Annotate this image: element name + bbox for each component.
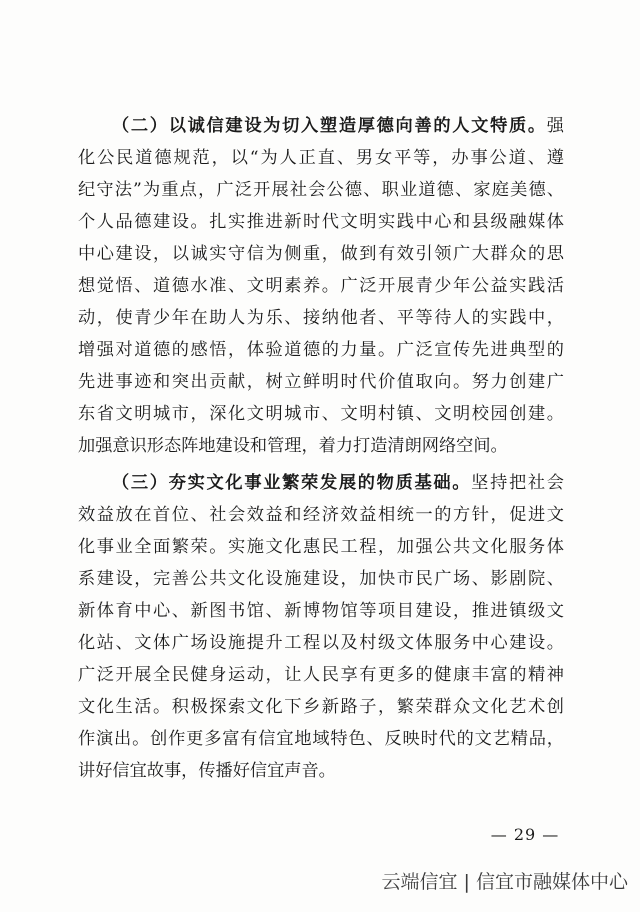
section-3-line-9: 讲好信宜故事，传播好信宜声音。	[78, 761, 336, 781]
section-3-line-8: 作演出。创作更多富有信宜地域特色、反映时代的文艺精品，	[78, 729, 564, 749]
section-2-line-4: 中心建设，以诚实守信为侧重，做到有效引领广大群众的思	[78, 244, 564, 264]
section-2-line-5: 想觉悟、道德水准、文明素养。广泛开展青少年公益实践活	[78, 276, 564, 296]
section-2-line-1: 化公民道德规范，以“为人正直、男女平等，办事公道、遵	[78, 148, 564, 168]
section-2-line-3: 个人品德建设。扎实推进新时代文明实践中心和县级融媒体	[78, 212, 564, 232]
section-3-line-3: 系建设，完善公共文化设施建设，加快市民广场、影剧院、	[78, 569, 564, 589]
section-3-line-1: 效益放在首位、社会效益和经济效益相统一的方针，促进文	[78, 505, 564, 525]
section-2-line-2: 纪守法”为重点，广泛开展社会公德、职业道德、家庭美德、	[78, 180, 564, 200]
section-3-line-6: 广泛开展全民健身运动，让人民享有更多的健康丰富的精神	[78, 665, 564, 685]
section-2-line-7: 增强对道德的感悟，体验道德的力量。广泛宣传先进典型的	[78, 340, 564, 360]
section-3-line-4: 新体育中心、新图书馆、新博物馆等项目建设，推进镇级文	[78, 601, 564, 621]
section-3-line-5: 化站、文体广场设施提升工程以及村级文体服务中心建设。	[78, 633, 564, 653]
section-2-first-line	[78, 110, 564, 142]
section-3-line-0: 坚持把社会	[471, 473, 564, 493]
section-2-heading: （二）以诚信建设为切入塑造厚德向善的人文特质。	[112, 116, 547, 136]
section-3-paragraph	[78, 467, 564, 787]
section-2-line-9: 东省文明城市，深化文明城市、文明村镇、文明校园创建。	[78, 404, 564, 424]
page-number: — 29 —	[490, 825, 560, 844]
section-3-line-2: 化事业全面繁荣。实施文化惠民工程，加强公共文化服务体	[78, 537, 564, 557]
section-3-first-line	[78, 467, 564, 499]
section-2-line-8: 先进事迹和突出贡献，树立鲜明时代价值取向。努力创建广	[78, 372, 564, 392]
section-3-line-7: 文化生活。积极探索文化下乡新路子，繁荣群众文化艺术创	[78, 697, 564, 717]
section-2-line-6: 动，使青少年在助人为乐、接纳他者、平等待人的实践中，	[78, 308, 564, 328]
section-2-paragraph	[78, 110, 564, 462]
section-2-line-10: 加强意识形态阵地建设和管理，着力打造清朗网络空间。	[78, 436, 508, 456]
source-watermark: 云端信宜 | 信宜市融媒体中心	[381, 871, 628, 893]
section-3-heading: （三）夯实文化事业繁荣发展的物质基础。	[112, 473, 472, 493]
section-2-line-0: 强	[546, 116, 564, 136]
